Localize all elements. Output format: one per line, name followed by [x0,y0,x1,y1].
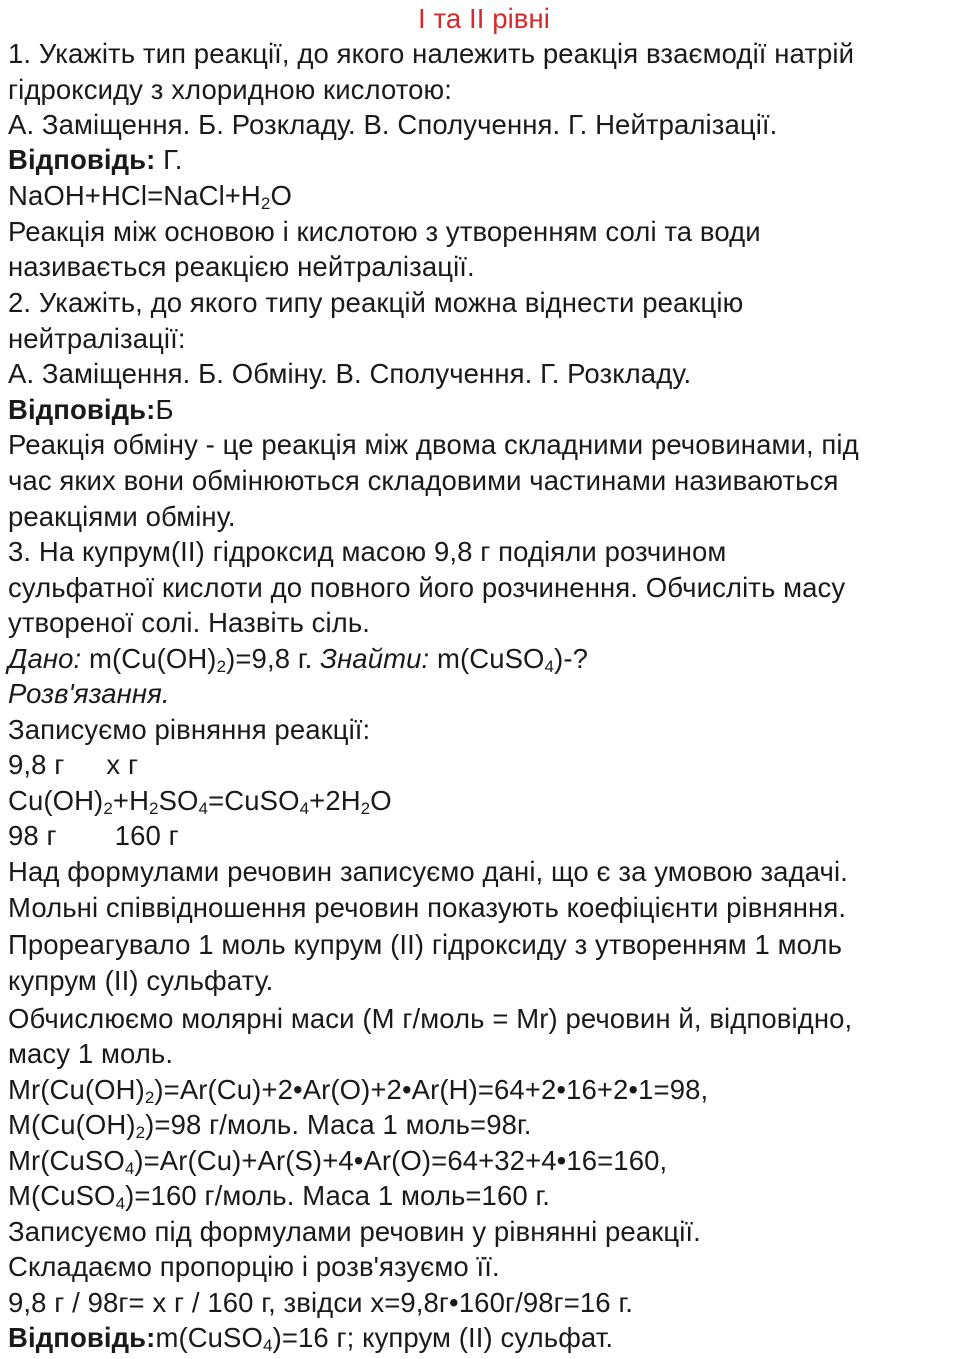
q1-text-line-1: 1. Укажіть тип реакції, до якого належить реакція взаємодії натрій [8,38,855,69]
q3-text-t6: масу 1 моль. [8,1038,174,1069]
q3-text-line-1: 3. На купрум(ІІ) гідроксид масою 9,8 г подіяли розчином [8,536,727,567]
q2-text-line-1: 2. Укажіть, до якого типу реакцій можна віднести реакцію [8,287,744,318]
page-heading: І та ІІ рівні [417,3,551,34]
q1-options: А. Заміщення. Б. Розкладу. В. Сполучення. Г. Нейтралізації. [8,109,778,140]
q2-text-line-2: нейтралізації: [8,323,186,354]
q2-explanation-line-2: час яких вони обмінюються складовими частинами називаються [8,465,839,496]
q3-text-t7: Записуємо під формулами речовин у рівнянні реакції. [8,1216,701,1247]
answer-value: Б [155,394,174,425]
q3-reaction-equation: $Cu(OH)_2+H_2SO_4=CuSO_4+2H_2O$ [8,785,392,819]
q2-explanation-line-1: Реакція обміну - це реакція між двома складними речовинами, під [8,429,859,460]
q3-m-cu-oh2: $M(Cu(OH)_2)=98$ г/моль. Маса 1 моль=98г. [8,1109,532,1143]
q3-text-t8: Складаємо пропорцію і розв'язуємо її. [8,1251,500,1282]
q3-text-t1: Над формулами речовин записуємо дані, що є за умовою задачі. [8,856,848,887]
q3-text-t2: Мольні співвідношення речовин показують коефіцієнти рівняння. [8,892,847,923]
q3-text-line-3: утвореної солі. Назвіть сіль. [8,607,370,638]
q3-mr-cuso4: Mr(CuSO$_4$)=Ar(Cu)+Ar(S)+4•Ar(O)=64+32+4•16=160, [8,1145,668,1179]
answer-label: Відповідь: [8,1322,156,1353]
q3-text-t3: Прореагувало 1 моль купрум (ІІ) гідроксиду з утворенням 1 моль [8,929,842,960]
given-label: Дано: [8,643,82,674]
answer-value: Г. [155,144,183,175]
find-label: Знайти: [320,643,430,674]
q2-explanation-line-3: реакціями обміну. [8,501,236,532]
q3-above-values: 9,8 г х г [8,749,139,780]
q1-answer [8,143,183,177]
q1-explanation-line-2: називається реакцією нейтралізації. [8,251,475,282]
q3-text-t4: купрум (ІІ) сульфату. [8,965,274,996]
q3-below-values: 98 г 160 г [8,820,179,851]
q2-options: А. Заміщення. Б. Обміну. В. Сполучення. Г. Розкладу. [8,358,692,389]
q1-equation: $NaOH+HCl=NaCl+H_2O$ [8,180,292,214]
q1-explanation-line-1: Реакція між основою і кислотою з утворенням солі та води [8,216,761,247]
answer-label: Відповідь: [8,144,156,175]
q3-text-line-2: сульфатної кислоти до повного його розчинення. Обчисліть масу [8,572,846,603]
q3-text-t5: Обчислюємо молярні маси (M г/моль = Mr) речовин й, відповідно, [8,1003,853,1034]
q2-answer [8,393,174,427]
q3-m-cuso4: M(CuSO$_4$)=160 г/моль. Маса 1 моль=160 г. [8,1180,550,1214]
q3-solution-label: Розв'язання. [8,678,170,709]
q3-given: Дано: $m(Cu(OH)_2)=9,8$ г. Знайти: m(CuSO$_4$)-? [8,643,589,677]
q3-write-equation: Записуємо рівняння реакції: [8,714,371,745]
q3-answer: Відповідь:m(CuSO$_4$)=16 г; купрум (ІІ) сульфат. [8,1322,614,1356]
answer-label: Відповідь: [8,394,156,425]
q1-text-line-2: гідроксиду з хлоридною кислотою: [8,74,452,105]
q3-text-t9: 9,8 г / 98г= х г / 160 г, звідси х=9,8г•160г/98г=16 г. [8,1287,633,1318]
q3-mr-cu-oh2: $Mr(Cu(OH)_2)=Ar(Cu)+2•Ar(O)+2•Ar(H)=64+2•16+2•1=98$, [8,1074,709,1108]
